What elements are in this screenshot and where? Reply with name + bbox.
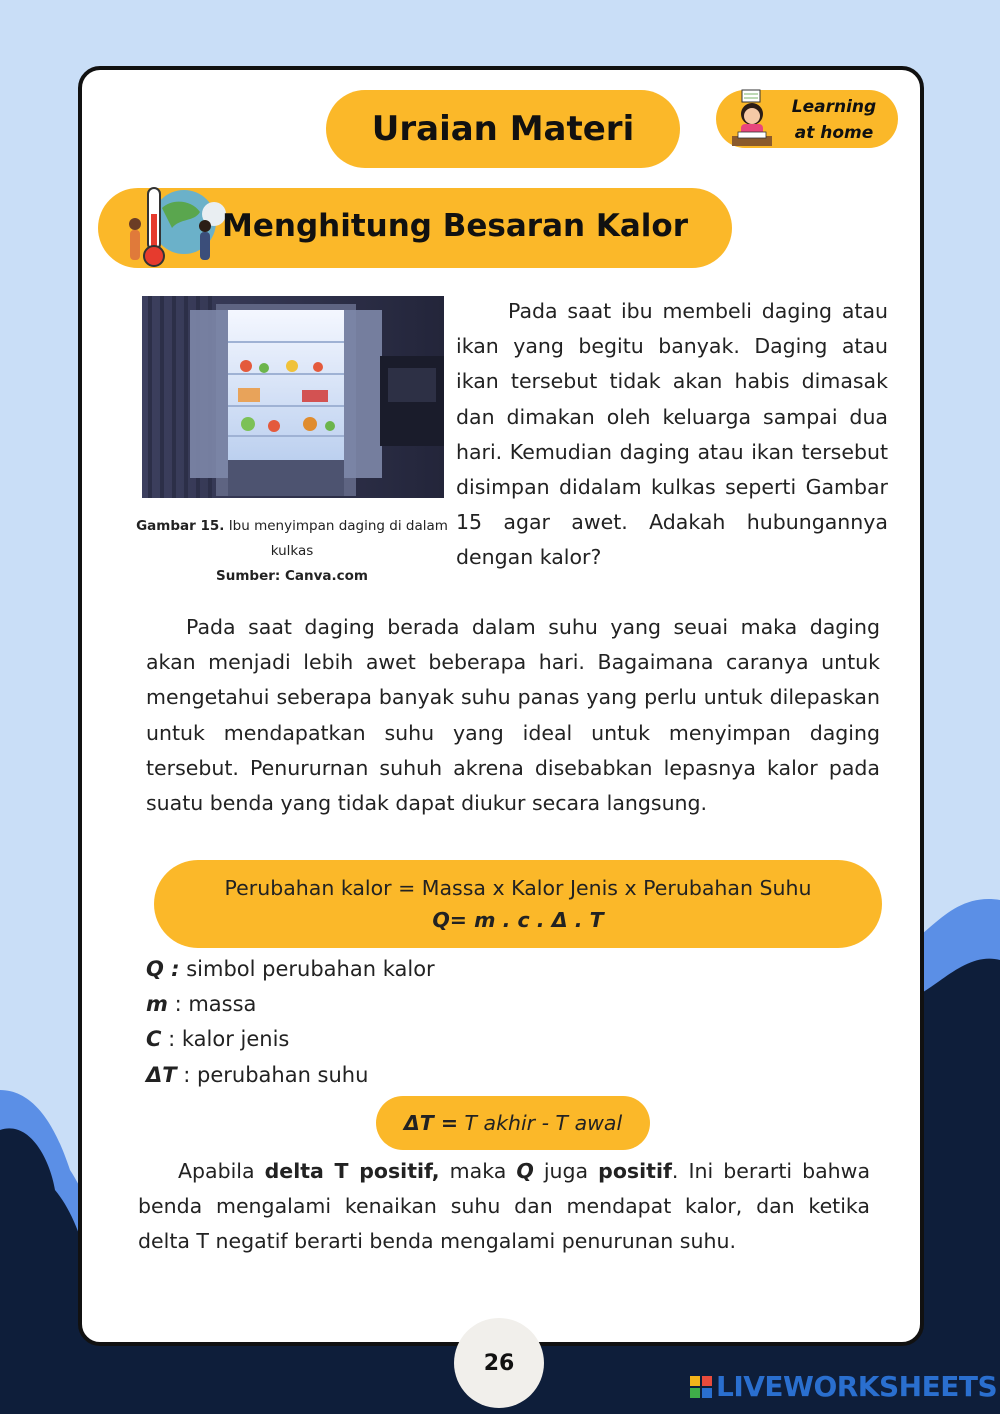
learning-at-home-badge bbox=[716, 90, 898, 148]
caption-text: Ibu menyimpan daging di dalam kulkas bbox=[228, 518, 448, 559]
badge-line-2: at home bbox=[794, 123, 874, 143]
closing-bold-2: Q bbox=[516, 1159, 534, 1183]
formula-equation: Q= m . c . Δ . T bbox=[432, 908, 604, 932]
symbol-item bbox=[146, 1058, 746, 1093]
learning-at-home-text bbox=[778, 94, 890, 146]
intro-text: Pada saat ibu membeli daging atau ikan yang begitu banyak. Daging atau ikan tersebut tidak akan habis dimasak dan dimakan oleh keluarga sampai dua hari. Kemudian daging atau ikan tersebut disimpan didalam kulkas seperti Gambar 15 agar awet. Adakah hubungannya dengan kalor? bbox=[456, 299, 888, 570]
section-heading bbox=[98, 188, 732, 268]
student-reading-icon bbox=[724, 88, 780, 150]
closing-text-3: juga bbox=[533, 1159, 599, 1183]
closing-paragraph bbox=[138, 1154, 870, 1260]
badge-line-1: Learning bbox=[791, 97, 877, 117]
thermometer-globe-icon bbox=[122, 178, 232, 274]
liveworksheets-watermark bbox=[690, 1370, 997, 1403]
symbol-item bbox=[146, 952, 746, 987]
formula-words: Perubahan kalor = Massa x Kalor Jenis x Perubahan Suhu bbox=[224, 876, 812, 900]
fridge-photo bbox=[142, 296, 444, 498]
figure-caption bbox=[134, 514, 450, 589]
symbol-item bbox=[146, 987, 746, 1022]
content-card bbox=[78, 66, 924, 1346]
page-title: Uraian Materi bbox=[326, 90, 680, 168]
closing-bold-1: delta T positif, bbox=[264, 1159, 440, 1183]
symbol-key: Q : bbox=[146, 957, 180, 981]
delta-lhs: ΔT = bbox=[403, 1111, 458, 1135]
intro-paragraph bbox=[456, 294, 888, 576]
symbol-desc: : massa bbox=[167, 992, 257, 1017]
liveworksheets-logo-icon bbox=[690, 1376, 712, 1398]
section-title: Menghitung Besaran Kalor bbox=[222, 208, 689, 244]
watermark-text: LIVEWORKSHEETS bbox=[716, 1370, 998, 1403]
caption-source: Sumber: Canva.com bbox=[216, 568, 368, 584]
symbol-key: ΔT bbox=[146, 1062, 177, 1087]
symbol-desc: : perubahan suhu bbox=[176, 1062, 369, 1087]
delta-rhs: T akhir - T awal bbox=[458, 1111, 623, 1135]
symbol-key: m bbox=[146, 992, 168, 1017]
caption-label: Gambar 15. bbox=[136, 518, 225, 534]
delta-formula-box bbox=[376, 1096, 650, 1150]
closing-text-4: . Ini berarti bahwa benda mengalami kenaikan suhu dan mendapat kalor, dan ketika delta T negatif berarti benda mengalami penurunan suhu. bbox=[138, 1159, 871, 1254]
body-text: Pada saat daging berada dalam suhu yang seuai maka daging akan menjadi lebih awet beberapa hari. Bagaimana caranya untuk mengetahui seberapa banyak suhu panas yang perlu untuk dilepaskan untuk mendapatkan suhu yang ideal untuk menyimpan daging tersebut. Penururnan suhuh akrena disebabkan lepasnya kalor pada suatu benda yang tidak dapat diukur secara langsung. bbox=[146, 615, 880, 816]
symbol-key: C bbox=[146, 1027, 162, 1052]
symbol-desc: : kalor jenis bbox=[161, 1027, 290, 1052]
body-paragraph bbox=[146, 610, 880, 821]
symbol-desc: simbol perubahan kalor bbox=[179, 957, 435, 981]
page-number: 26 bbox=[454, 1318, 544, 1408]
closing-bold-3: positif bbox=[598, 1159, 672, 1183]
symbol-list bbox=[146, 952, 746, 1093]
closing-text-2: maka bbox=[439, 1159, 517, 1183]
closing-text-1: Apabila bbox=[178, 1159, 265, 1183]
formula-box bbox=[154, 860, 882, 948]
symbol-item bbox=[146, 1022, 746, 1057]
